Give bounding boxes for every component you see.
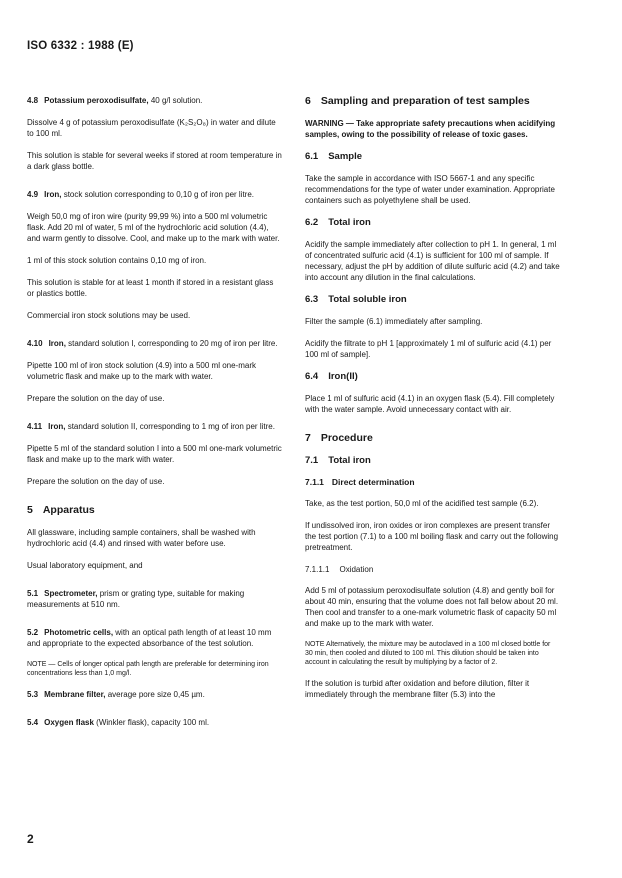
right-column: [305, 95, 560, 711]
section-title: Sampling and preparation of test samples: [320, 95, 530, 107]
clause-4-8: [27, 95, 282, 106]
clause-4-10: [27, 338, 282, 349]
paragraph: Usual laboratory equipment, and: [27, 561, 143, 570]
clause-title: Photometric cells,: [44, 628, 114, 637]
paragraph: This solution is stable for at least 1 month if stored in a resistant glass or plastics bottle.: [27, 278, 274, 298]
section-number: 7: [305, 432, 311, 444]
paragraph: Acidify the sample immediately after collection to pH 1. In general, 1 ml of concentrated sulfuric acid (4.1) is sufficient for 100 ml of sample. If necessary, adjust the pH by addition of dilute sulfuric acid (4.2) and take into account any dilution in the final calculations.: [305, 240, 560, 282]
paragraph: Dissolve 4 g of potassium peroxodisulfate (K₂S₂O₈) in water and dilute to 100 ml.: [27, 118, 276, 138]
paragraph: Acidify the filtrate to pH 1 [approximately 1 ml of sulfuric acid (4.1) per 100 ml of sample].: [305, 339, 552, 359]
clause-number: 4.11: [27, 422, 43, 431]
section-title: Direct determination: [331, 477, 415, 487]
clause-5-4: [27, 717, 282, 728]
section-6-4-heading: [305, 371, 560, 383]
paragraph: Weigh 50,0 mg of iron wire (purity 99,99 %) into a 500 ml volumetric flask. Add 20 ml of water, 5 ml of the hydrochloric acid solution (4.4), and warm gently to dissolve. Cool, and make up to the mark with water.: [27, 212, 280, 243]
clause-5-2: [27, 627, 282, 649]
section-number: 7.1.1.1: [305, 565, 330, 574]
clause-number: 5.2: [27, 628, 39, 637]
clause-title: Spectrometer,: [44, 589, 98, 598]
clause-text: standard solution I, corresponding to 20 mg of iron per litre.: [65, 339, 278, 348]
note: NOTE Alternatively, the mixture may be autoclaved in a 100 ml closed bottle for 30 min, then cooled and diluted to 100 ml. This dilution should be taken into account in calculating the result by multiplying by a factor of 2.: [305, 641, 551, 666]
section-number: 7.1.1: [305, 477, 324, 487]
section-6-1-heading: [305, 151, 560, 163]
section-7-heading: [305, 432, 560, 445]
section-title: Oxidation: [339, 565, 374, 574]
paragraph: This solution is stable for several weeks if stored at room temperature in a dark glass bottle.: [27, 151, 282, 171]
paragraph: Pipette 100 ml of iron stock solution (4.9) into a 500 ml one-mark volumetric flask and make up to the mark with water.: [27, 361, 256, 381]
warning-text: WARNING — Take appropriate safety precautions when acidifying samples, owing to the possibility of release of toxic gases.: [305, 119, 556, 139]
clause-number: 5.3: [27, 690, 39, 699]
section-number: 6.1: [305, 151, 319, 162]
clause-title: Potassium peroxodisulfate,: [44, 96, 149, 105]
section-title: Total iron: [328, 217, 371, 228]
section-title: Procedure: [320, 432, 373, 444]
section-title: Total soluble iron: [328, 294, 407, 305]
section-number: 6.3: [305, 294, 319, 305]
section-number: 6: [305, 95, 311, 107]
clause-4-11: [27, 421, 282, 432]
section-number: 5: [27, 504, 33, 516]
paragraph: Place 1 ml of sulfuric acid (4.1) in an oxygen flask (5.4). Fill completely with the water sample. Avoid unnecessary contact with air.: [305, 394, 555, 414]
section-6-3-heading: [305, 294, 560, 306]
page-number: 2: [27, 832, 34, 846]
section-7-1-1-1-heading: [305, 564, 560, 575]
clause-title: Iron,: [44, 190, 62, 199]
section-title: Iron(II): [328, 371, 358, 382]
clause-text: 40 g/l solution.: [148, 96, 203, 105]
section-6-2-heading: [305, 217, 560, 229]
paragraph: Prepare the solution on the day of use.: [27, 394, 165, 403]
paragraph: If undissolved iron, iron oxides or iron complexes are present transfer the test portion (7.1) to a 100 ml boiling flask and carry out the following pretreatment.: [305, 521, 559, 552]
section-7-1-1-heading: [305, 477, 560, 488]
section-title: Apparatus: [42, 504, 95, 516]
clause-number: 4.9: [27, 190, 39, 199]
section-5-heading: [27, 504, 282, 517]
clause-number: 5.1: [27, 589, 39, 598]
clause-text: prism or grating type, suitable for making measurements at 510 nm.: [27, 589, 245, 609]
clause-text: with an optical path length of at least 10 mm and appropriate to the expected absorbance of the test solution.: [27, 628, 272, 648]
section-title: Total iron: [328, 455, 371, 466]
section-7-1-heading: [305, 455, 560, 467]
clause-5-3: [27, 689, 282, 700]
clause-5-1: [27, 588, 282, 610]
paragraph: If the solution is turbid after oxidation and before dilution, filter it immediately through the membrane filter (5.3) into the: [305, 679, 530, 699]
paragraph: Prepare the solution on the day of use.: [27, 477, 165, 486]
paragraph: Pipette 5 ml of the standard solution I into a 500 ml one-mark volumetric flask and make up to the mark with water.: [27, 444, 282, 464]
clause-4-9: [27, 189, 282, 200]
document-header: ISO 6332 : 1988 (E): [27, 40, 134, 52]
section-number: 7.1: [305, 455, 319, 466]
paragraph: Add 5 ml of potassium peroxodisulfate solution (4.8) and gently boil for about 40 min, ensuring that the volume does not fall below about 20 ml. Then cool and transfer to a one-mark volumetric flask of capacity 50 ml and make up to the mark with water.: [305, 586, 559, 628]
clause-text: stock solution corresponding to 0,10 g of iron per litre.: [61, 190, 255, 199]
note: NOTE — Cells of longer optical path length are preferable for determining iron concentrations less than 1,0 mg/l.: [27, 661, 269, 677]
section-number: 6.4: [305, 371, 319, 382]
clause-title: Oxygen flask: [44, 718, 94, 727]
paragraph: Filter the sample (6.1) immediately after sampling.: [305, 317, 483, 326]
left-column: [27, 95, 282, 739]
section-title: Sample: [328, 151, 363, 162]
paragraph: Take the sample in accordance with ISO 5667-1 and any specific recommendations for the type of water under examination. Appropriate containers such as polyethylene shall be used.: [305, 174, 555, 205]
section-number: 6.2: [305, 217, 319, 228]
clause-text: standard solution II, corresponding to 1 mg of iron per litre.: [65, 422, 275, 431]
clause-title: Membrane filter,: [44, 690, 106, 699]
clause-number: 4.10: [27, 339, 43, 348]
clause-text: (Winkler flask), capacity 100 ml.: [93, 718, 210, 727]
clause-title: Iron,: [48, 339, 66, 348]
paragraph: 1 ml of this stock solution contains 0,10 mg of iron.: [27, 256, 207, 265]
paragraph: Take, as the test portion, 50,0 ml of the acidified test sample (6.2).: [305, 499, 539, 508]
clause-number: 4.8: [27, 96, 39, 105]
section-6-heading: [305, 95, 560, 108]
clause-number: 5.4: [27, 718, 39, 727]
paragraph: All glassware, including sample containers, shall be washed with hydrochloric acid (4.4) and rinsed with water before use.: [27, 528, 256, 548]
paragraph: Commercial iron stock solutions may be used.: [27, 311, 191, 320]
clause-text: average pore size 0,45 µm.: [105, 690, 205, 699]
clause-title: Iron,: [48, 422, 66, 431]
